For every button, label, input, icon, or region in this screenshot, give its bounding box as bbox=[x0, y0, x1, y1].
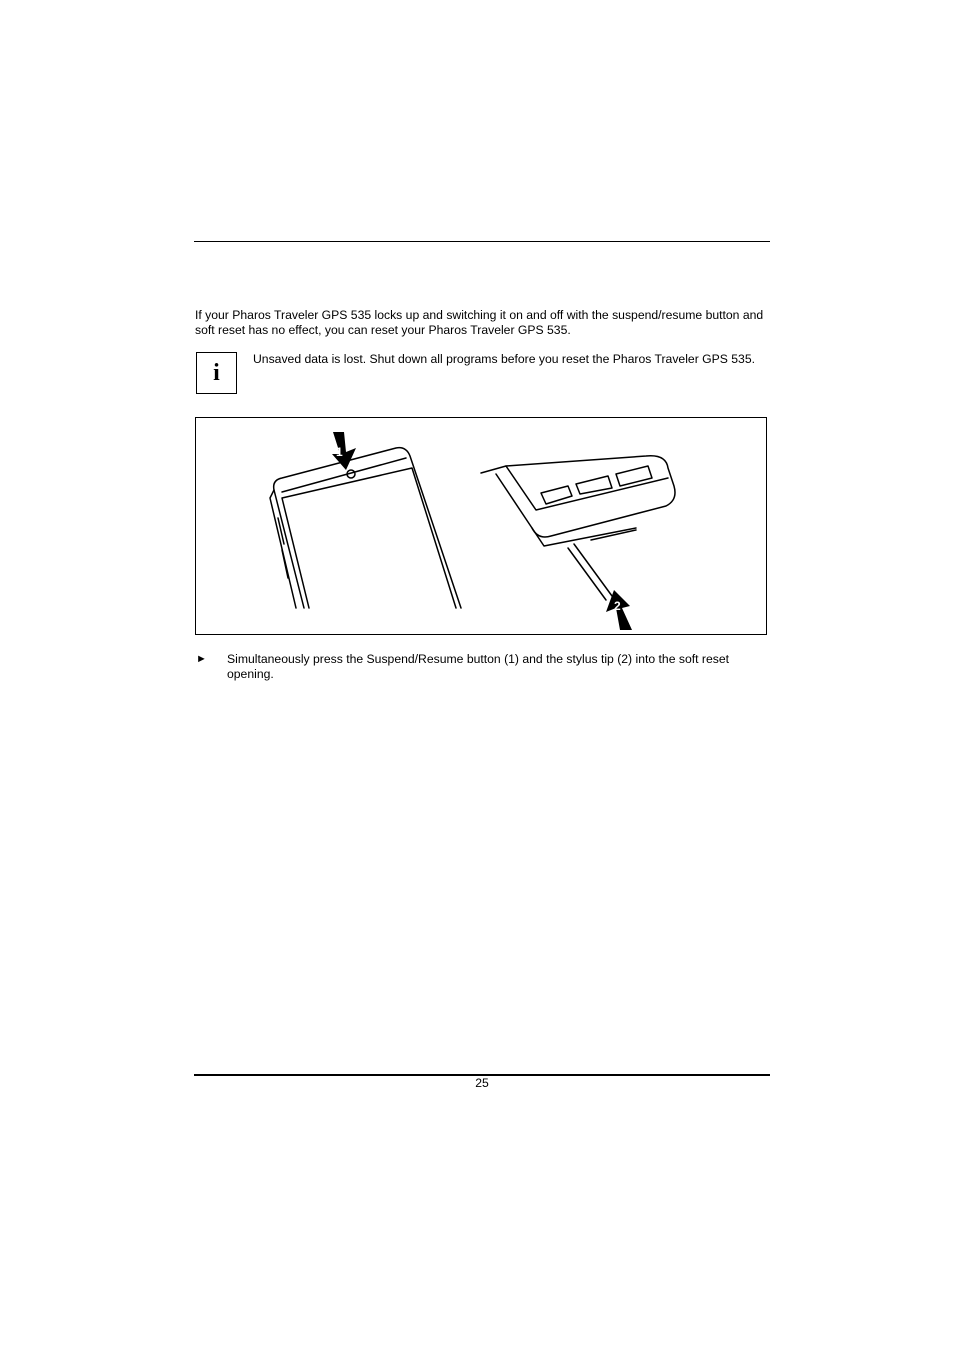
device-bottom-face bbox=[506, 466, 668, 510]
callout-1: 1 bbox=[336, 445, 343, 459]
intro-paragraph: If your Pharos Traveler GPS 535 locks up and switching it on and off with the suspend/resume button and soft reset has no effect, you can reset your Pharos Traveler GPS 535. bbox=[195, 308, 764, 337]
step-bullet: ► bbox=[196, 653, 207, 665]
device-front-inner bbox=[282, 468, 456, 608]
info-note: Unsaved data is lost. Shut down all programs before you reset the Pharos Traveler GPS 535. bbox=[253, 352, 755, 366]
device-keys bbox=[541, 466, 652, 504]
header-rule bbox=[194, 241, 770, 242]
stylus bbox=[568, 544, 612, 600]
page-number: 25 bbox=[475, 1076, 489, 1090]
device-bottom-outline bbox=[481, 456, 675, 537]
reset-illustration bbox=[195, 417, 767, 635]
callout-2: 2 bbox=[614, 599, 621, 613]
device-front-outline bbox=[274, 448, 461, 608]
info-icon-glyph: i bbox=[213, 360, 220, 386]
device-side bbox=[270, 490, 296, 608]
info-icon bbox=[196, 352, 237, 394]
reset-drawing bbox=[196, 418, 768, 636]
step-text: Simultaneously press the Suspend/Resume button (1) and the stylus tip (2) into the soft reset opening. bbox=[227, 652, 729, 681]
